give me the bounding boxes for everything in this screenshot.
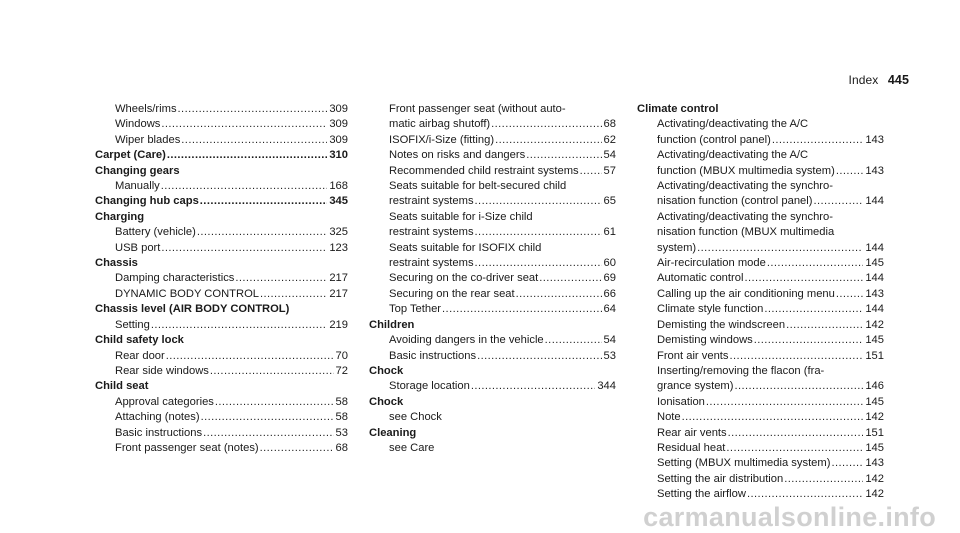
entry-text: Setting bbox=[115, 318, 150, 331]
entry-text: USB port bbox=[115, 241, 161, 254]
index-column-1 bbox=[95, 102, 348, 456]
index-entry bbox=[95, 441, 348, 456]
page-reference: 310 bbox=[329, 149, 348, 162]
page-reference: 53 bbox=[603, 349, 616, 362]
dot-leader bbox=[747, 487, 863, 502]
dot-leader bbox=[744, 271, 863, 286]
page-reference: 325 bbox=[329, 226, 348, 239]
page-reference: 309 bbox=[329, 103, 348, 115]
entry-text: Note bbox=[657, 411, 681, 424]
dot-leader bbox=[167, 148, 327, 163]
entry-text: Front passenger seat (notes) bbox=[115, 441, 259, 454]
entry-text: Automatic control bbox=[657, 272, 744, 285]
dot-leader bbox=[539, 271, 601, 286]
index-entry bbox=[637, 318, 884, 333]
entry-text: Child seat bbox=[95, 380, 149, 393]
index-entry bbox=[369, 333, 616, 348]
entry-text: Child safety lock bbox=[95, 334, 184, 347]
index-entry bbox=[637, 194, 884, 209]
entry-text: Securing on the co-driver seat bbox=[389, 272, 539, 285]
index-entry bbox=[95, 349, 348, 364]
dot-leader bbox=[728, 426, 864, 441]
page-reference: 144 bbox=[865, 195, 884, 208]
index-entry bbox=[369, 287, 616, 302]
page-number: 445 bbox=[887, 73, 909, 87]
entry-text: system) bbox=[657, 241, 697, 254]
index-entry bbox=[637, 395, 884, 410]
index-entry bbox=[637, 117, 884, 132]
entry-text: Changing gears bbox=[95, 164, 180, 177]
index-entry bbox=[369, 379, 616, 394]
dot-leader bbox=[772, 133, 864, 148]
page-reference: 69 bbox=[603, 272, 616, 285]
dot-leader bbox=[200, 194, 328, 209]
dot-leader bbox=[813, 194, 863, 209]
page-reference: 145 bbox=[865, 334, 884, 347]
index-entry bbox=[637, 302, 884, 317]
index-entry bbox=[369, 194, 616, 209]
index-entry bbox=[369, 210, 616, 225]
entry-text: Seats suitable for i-Size child bbox=[389, 210, 533, 223]
index-entry bbox=[369, 164, 616, 179]
dot-leader bbox=[491, 117, 601, 132]
entry-text: Basic instructions bbox=[389, 349, 477, 362]
entry-text: Chock bbox=[369, 395, 404, 408]
entry-text: Climate style function bbox=[657, 303, 764, 316]
entry-text: Rear door bbox=[115, 349, 165, 362]
entry-text: Setting the airflow bbox=[657, 488, 746, 501]
dot-leader bbox=[166, 349, 334, 364]
index-heading bbox=[369, 426, 616, 441]
index-entry bbox=[369, 241, 616, 256]
entry-text: Approval categories bbox=[115, 395, 214, 408]
index-entry bbox=[95, 426, 348, 441]
page-reference: 145 bbox=[865, 441, 884, 454]
index-entry bbox=[369, 349, 616, 364]
index-heading bbox=[369, 318, 616, 333]
index-entry bbox=[637, 179, 884, 194]
page-reference: 62 bbox=[603, 133, 616, 146]
index-entry bbox=[637, 379, 884, 394]
dot-leader bbox=[836, 287, 863, 302]
entry-text: Front air vents bbox=[657, 349, 729, 362]
entry-text: Seats suitable for belt-secured child bbox=[389, 180, 567, 193]
entry-text: function (MBUX multimedia system) bbox=[657, 164, 835, 177]
index-entry bbox=[369, 225, 616, 240]
index-entry bbox=[369, 302, 616, 317]
entry-text: Demisting windows bbox=[657, 334, 753, 347]
index-entry bbox=[95, 117, 348, 132]
header-index-label: Index bbox=[848, 73, 879, 87]
entry-text: grance system) bbox=[657, 380, 734, 393]
index-heading bbox=[95, 333, 348, 348]
index-entry bbox=[637, 441, 884, 456]
entry-text: Storage location bbox=[389, 380, 470, 393]
entry-text: matic airbag shutoff) bbox=[389, 118, 491, 131]
dot-leader bbox=[161, 179, 328, 194]
entry-text: Rear air vents bbox=[657, 426, 727, 439]
entry-text: Cleaning bbox=[369, 426, 417, 439]
index-entry bbox=[95, 287, 348, 302]
index-entry bbox=[637, 225, 884, 240]
page-reference: 219 bbox=[329, 318, 348, 331]
index-entry bbox=[369, 117, 616, 132]
page-reference: 309 bbox=[329, 118, 348, 131]
dot-leader bbox=[178, 102, 328, 117]
index-heading bbox=[95, 302, 348, 317]
entry-text: Setting the air distribution bbox=[657, 472, 784, 485]
dot-leader bbox=[475, 225, 602, 240]
dot-leader bbox=[161, 241, 327, 256]
page-reference: 217 bbox=[329, 272, 348, 285]
entry-text: see Chock bbox=[389, 411, 442, 424]
entry-text: Front passenger seat (without auto- bbox=[389, 103, 566, 115]
index-entry bbox=[369, 271, 616, 286]
watermark: carmanualsonline.info bbox=[643, 502, 936, 532]
dot-leader bbox=[767, 256, 864, 271]
page-reference: 64 bbox=[603, 303, 616, 316]
page-reference: 143 bbox=[865, 457, 884, 470]
entry-text: Securing on the rear seat bbox=[389, 287, 515, 300]
page-reference: 144 bbox=[865, 272, 884, 285]
index-entry bbox=[369, 102, 616, 117]
dot-leader bbox=[260, 287, 327, 302]
index-entry bbox=[95, 395, 348, 410]
entry-text: see Care bbox=[389, 441, 435, 454]
dot-leader bbox=[161, 117, 327, 132]
entry-text: Calling up the air conditioning menu bbox=[657, 287, 835, 300]
dot-leader bbox=[516, 287, 602, 302]
dot-leader bbox=[203, 426, 333, 441]
dot-leader bbox=[836, 164, 864, 179]
page-reference: 57 bbox=[603, 164, 616, 177]
index-entry bbox=[637, 164, 884, 179]
entry-text: Battery (vehicle) bbox=[115, 226, 196, 239]
index-entry bbox=[637, 333, 884, 348]
page-reference: 68 bbox=[335, 441, 348, 454]
page-reference: 142 bbox=[865, 488, 884, 501]
dot-leader bbox=[734, 379, 863, 394]
entry-text: Changing hub caps bbox=[95, 195, 199, 208]
index-entry bbox=[369, 179, 616, 194]
dot-leader bbox=[215, 395, 334, 410]
entry-text: nisation function (MBUX multimedia bbox=[657, 226, 835, 239]
entry-text: Wheels/rims bbox=[115, 103, 177, 115]
index-heading bbox=[95, 148, 348, 163]
page-reference: 309 bbox=[329, 133, 348, 146]
index-entry bbox=[637, 210, 884, 225]
index-entry bbox=[637, 472, 884, 487]
dot-leader bbox=[726, 441, 863, 456]
page-reference: 58 bbox=[335, 411, 348, 424]
dot-leader bbox=[682, 410, 864, 425]
entry-text: Activating/deactivating the A/C bbox=[657, 118, 809, 131]
entry-text: function (control panel) bbox=[657, 133, 771, 146]
page-reference: 344 bbox=[597, 380, 616, 393]
entry-text: nisation function (control panel) bbox=[657, 195, 813, 208]
dot-leader bbox=[477, 349, 601, 364]
entry-text: Windows bbox=[115, 118, 161, 131]
entry-text: Chassis level (AIR BODY CONTROL) bbox=[95, 303, 290, 316]
index-heading bbox=[369, 364, 616, 379]
entry-text: Recommended child restraint systems bbox=[389, 164, 579, 177]
entry-text: Charging bbox=[95, 210, 145, 223]
page-reference: 58 bbox=[335, 395, 348, 408]
index-entry bbox=[95, 102, 348, 117]
index-entry bbox=[369, 133, 616, 148]
dot-leader bbox=[706, 395, 863, 410]
page-reference: 145 bbox=[865, 395, 884, 408]
index-entry bbox=[637, 133, 884, 148]
index-entry bbox=[369, 256, 616, 271]
dot-leader bbox=[831, 456, 863, 471]
page-reference: 68 bbox=[603, 118, 616, 131]
dot-leader bbox=[764, 302, 863, 317]
index-heading bbox=[95, 194, 348, 209]
dot-leader bbox=[197, 225, 328, 240]
entry-text: Carpet (Care) bbox=[95, 149, 166, 162]
index-entry bbox=[95, 241, 348, 256]
page-reference: 142 bbox=[865, 472, 884, 485]
entry-text: Basic instructions bbox=[115, 426, 203, 439]
dot-leader bbox=[697, 241, 863, 256]
index-heading bbox=[95, 379, 348, 394]
dot-leader bbox=[471, 379, 595, 394]
index-entry bbox=[637, 456, 884, 471]
dot-leader bbox=[475, 194, 602, 209]
dot-leader bbox=[442, 302, 602, 317]
dot-leader bbox=[181, 133, 327, 148]
dot-leader bbox=[495, 133, 601, 148]
index-heading bbox=[95, 210, 348, 225]
entry-text: Manually bbox=[115, 180, 160, 193]
page-reference: 151 bbox=[865, 349, 884, 362]
page-reference: 345 bbox=[329, 195, 348, 208]
index-entry bbox=[369, 410, 616, 425]
index-heading bbox=[637, 102, 884, 117]
entry-text: DYNAMIC BODY CONTROL bbox=[115, 287, 260, 300]
index-entry bbox=[637, 287, 884, 302]
index-entry bbox=[637, 426, 884, 441]
entry-text: Notes on risks and dangers bbox=[389, 149, 526, 162]
entry-text: Setting (MBUX multimedia system) bbox=[657, 457, 831, 470]
index-heading bbox=[369, 395, 616, 410]
index-entry bbox=[95, 410, 348, 425]
entry-text: Residual heat bbox=[657, 441, 726, 454]
entry-text: Wiper blades bbox=[115, 133, 181, 146]
dot-leader bbox=[201, 410, 334, 425]
entry-text: Climate control bbox=[637, 103, 719, 115]
dot-leader bbox=[580, 164, 602, 179]
page-reference: 151 bbox=[865, 426, 884, 439]
page-header bbox=[849, 73, 909, 87]
dot-leader bbox=[545, 333, 602, 348]
dot-leader bbox=[754, 333, 864, 348]
index-column-3 bbox=[637, 102, 884, 503]
dot-leader bbox=[784, 472, 863, 487]
entry-text: Chassis bbox=[95, 257, 138, 270]
page-reference: 72 bbox=[335, 364, 348, 377]
entry-text: Activating/deactivating the synchro- bbox=[657, 210, 833, 223]
page-reference: 144 bbox=[865, 303, 884, 316]
entry-text: Attaching (notes) bbox=[115, 411, 200, 424]
entry-text: Top Tether bbox=[389, 303, 442, 316]
entry-text: Activating/deactivating the A/C bbox=[657, 149, 809, 162]
entry-text: Activating/deactivating the synchro- bbox=[657, 180, 833, 193]
page-reference: 143 bbox=[865, 287, 884, 300]
index-entry bbox=[95, 133, 348, 148]
index-entry bbox=[369, 148, 616, 163]
dot-leader bbox=[730, 349, 864, 364]
dot-leader bbox=[210, 364, 334, 379]
index-entry bbox=[95, 364, 348, 379]
page-reference: 146 bbox=[865, 380, 884, 393]
index-entry bbox=[369, 441, 616, 456]
index-heading bbox=[95, 256, 348, 271]
page-reference: 61 bbox=[603, 226, 616, 239]
entry-text: Avoiding dangers in the vehicle bbox=[389, 334, 544, 347]
page-reference: 143 bbox=[865, 164, 884, 177]
entry-text: restraint systems bbox=[389, 226, 474, 239]
index-entry bbox=[637, 271, 884, 286]
page-reference: 123 bbox=[329, 241, 348, 254]
entry-text: Inserting/removing the flacon (fra- bbox=[657, 364, 825, 377]
page-reference: 144 bbox=[865, 241, 884, 254]
page-reference: 54 bbox=[603, 149, 616, 162]
index-entry bbox=[95, 318, 348, 333]
page-reference: 54 bbox=[603, 334, 616, 347]
index-entry bbox=[95, 179, 348, 194]
entry-text: Demisting the windscreen bbox=[657, 318, 786, 331]
index-entry bbox=[95, 271, 348, 286]
page-reference: 66 bbox=[603, 287, 616, 300]
dot-leader bbox=[260, 441, 334, 456]
dot-leader bbox=[475, 256, 602, 271]
index-entry bbox=[637, 364, 884, 379]
entry-text: Damping characteristics bbox=[115, 272, 235, 285]
index-entry bbox=[637, 241, 884, 256]
index-entry bbox=[637, 148, 884, 163]
entry-text: restraint systems bbox=[389, 257, 474, 270]
index-entry bbox=[637, 349, 884, 364]
index-entry bbox=[95, 225, 348, 240]
index-heading bbox=[95, 164, 348, 179]
entry-text: ISOFIX/i-Size (fitting) bbox=[389, 133, 495, 146]
entry-text: restraint systems bbox=[389, 195, 474, 208]
dot-leader bbox=[151, 318, 327, 333]
page-reference: 60 bbox=[603, 257, 616, 270]
page-reference: 65 bbox=[603, 195, 616, 208]
index-column-2 bbox=[369, 102, 616, 456]
index-entry bbox=[637, 487, 884, 502]
dot-leader bbox=[526, 148, 601, 163]
index-entry bbox=[637, 410, 884, 425]
page-reference: 53 bbox=[335, 426, 348, 439]
page-reference: 217 bbox=[329, 287, 348, 300]
entry-text: Chock bbox=[369, 364, 404, 377]
page-reference: 143 bbox=[865, 133, 884, 146]
dot-leader bbox=[235, 271, 327, 286]
entry-text: Children bbox=[369, 318, 415, 331]
index-entry bbox=[637, 256, 884, 271]
entry-text: Ionisation bbox=[657, 395, 705, 408]
entry-text: Seats suitable for ISOFIX child bbox=[389, 241, 542, 254]
page-reference: 70 bbox=[335, 349, 348, 362]
page-reference: 145 bbox=[865, 257, 884, 270]
page-reference: 168 bbox=[329, 180, 348, 193]
entry-text: Rear side windows bbox=[115, 364, 209, 377]
page-reference: 142 bbox=[865, 318, 884, 331]
entry-text: Air-recirculation mode bbox=[657, 257, 766, 270]
dot-leader bbox=[786, 318, 863, 333]
page-reference: 142 bbox=[865, 411, 884, 424]
